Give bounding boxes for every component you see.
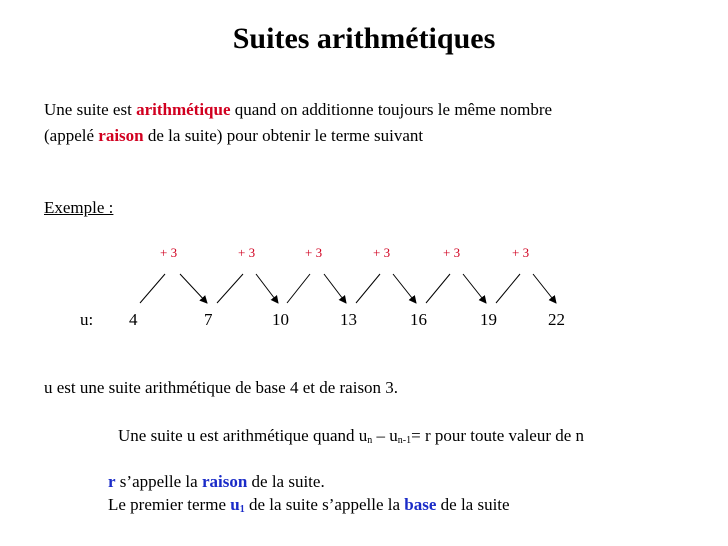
- arrow-up: [217, 274, 243, 303]
- note-text: de la suite s’appelle la: [244, 495, 405, 514]
- formula-text: – u: [372, 426, 398, 445]
- step-label: + 3: [512, 245, 530, 260]
- arrow-down: [533, 274, 556, 303]
- note-base: [108, 495, 510, 515]
- symbol-r: r: [108, 472, 116, 491]
- sequence-term: 19: [480, 310, 497, 329]
- sequence-term: 13: [340, 310, 357, 329]
- term-base: base: [404, 495, 437, 514]
- term-arithmetique: arithmétique: [136, 100, 231, 119]
- formula-text: = r pour toute valeur de n: [411, 426, 585, 445]
- note-text: Le premier terme: [108, 495, 231, 514]
- step-label: + 3: [443, 245, 461, 260]
- definition-text: quand on additionne toujours le même nombre: [230, 100, 553, 119]
- term-raison-blue: raison: [201, 472, 248, 491]
- sequence-term: 22: [548, 310, 565, 329]
- subscript-1: 1: [239, 504, 245, 515]
- arrow-up: [140, 274, 165, 303]
- page-title: Suites arithmétiques: [232, 22, 496, 55]
- sequence-statement: u est une suite arithmétique de base 4 et de raison 3.: [44, 378, 399, 397]
- sequence-term: 7: [204, 310, 213, 329]
- note-raison: [108, 472, 325, 492]
- formula-line: [118, 426, 584, 446]
- sequence-term: 4: [129, 310, 138, 329]
- arrow-down: [180, 274, 207, 303]
- note-text: de la suite.: [247, 472, 325, 491]
- note-text: de la suite: [436, 495, 510, 514]
- sequence-term: 10: [272, 310, 289, 329]
- arrow-up: [287, 274, 310, 303]
- step-label: + 3: [305, 245, 323, 260]
- symbol-u1: $u_1$: [230, 495, 245, 515]
- step-label: + 3: [373, 245, 391, 260]
- subscript-n-1: n-1: [397, 435, 412, 446]
- definition-text: (appelé: [44, 126, 99, 145]
- formula-text: Une suite u est arithmétique quand u: [118, 426, 368, 445]
- note-text: s’appelle la: [115, 472, 202, 491]
- sequence-label: u:: [80, 310, 94, 329]
- arrow-down: [393, 274, 416, 303]
- definition-text: Une suite est: [44, 100, 137, 119]
- subscript-n: n: [367, 435, 373, 446]
- arrow-up: [496, 274, 520, 303]
- sequence-term: 16: [410, 310, 427, 329]
- term-raison: raison: [98, 126, 144, 145]
- arrow-up: [356, 274, 380, 303]
- arrow-down: [256, 274, 278, 303]
- arrow-up: [426, 274, 450, 303]
- step-label: + 3: [160, 245, 178, 260]
- example-label: Exemple :: [44, 198, 114, 217]
- arrow-down: [463, 274, 486, 303]
- arrow-down: [324, 274, 346, 303]
- definition-text: de la suite) pour obtenir le terme suivant: [143, 126, 424, 145]
- step-label: + 3: [238, 245, 256, 260]
